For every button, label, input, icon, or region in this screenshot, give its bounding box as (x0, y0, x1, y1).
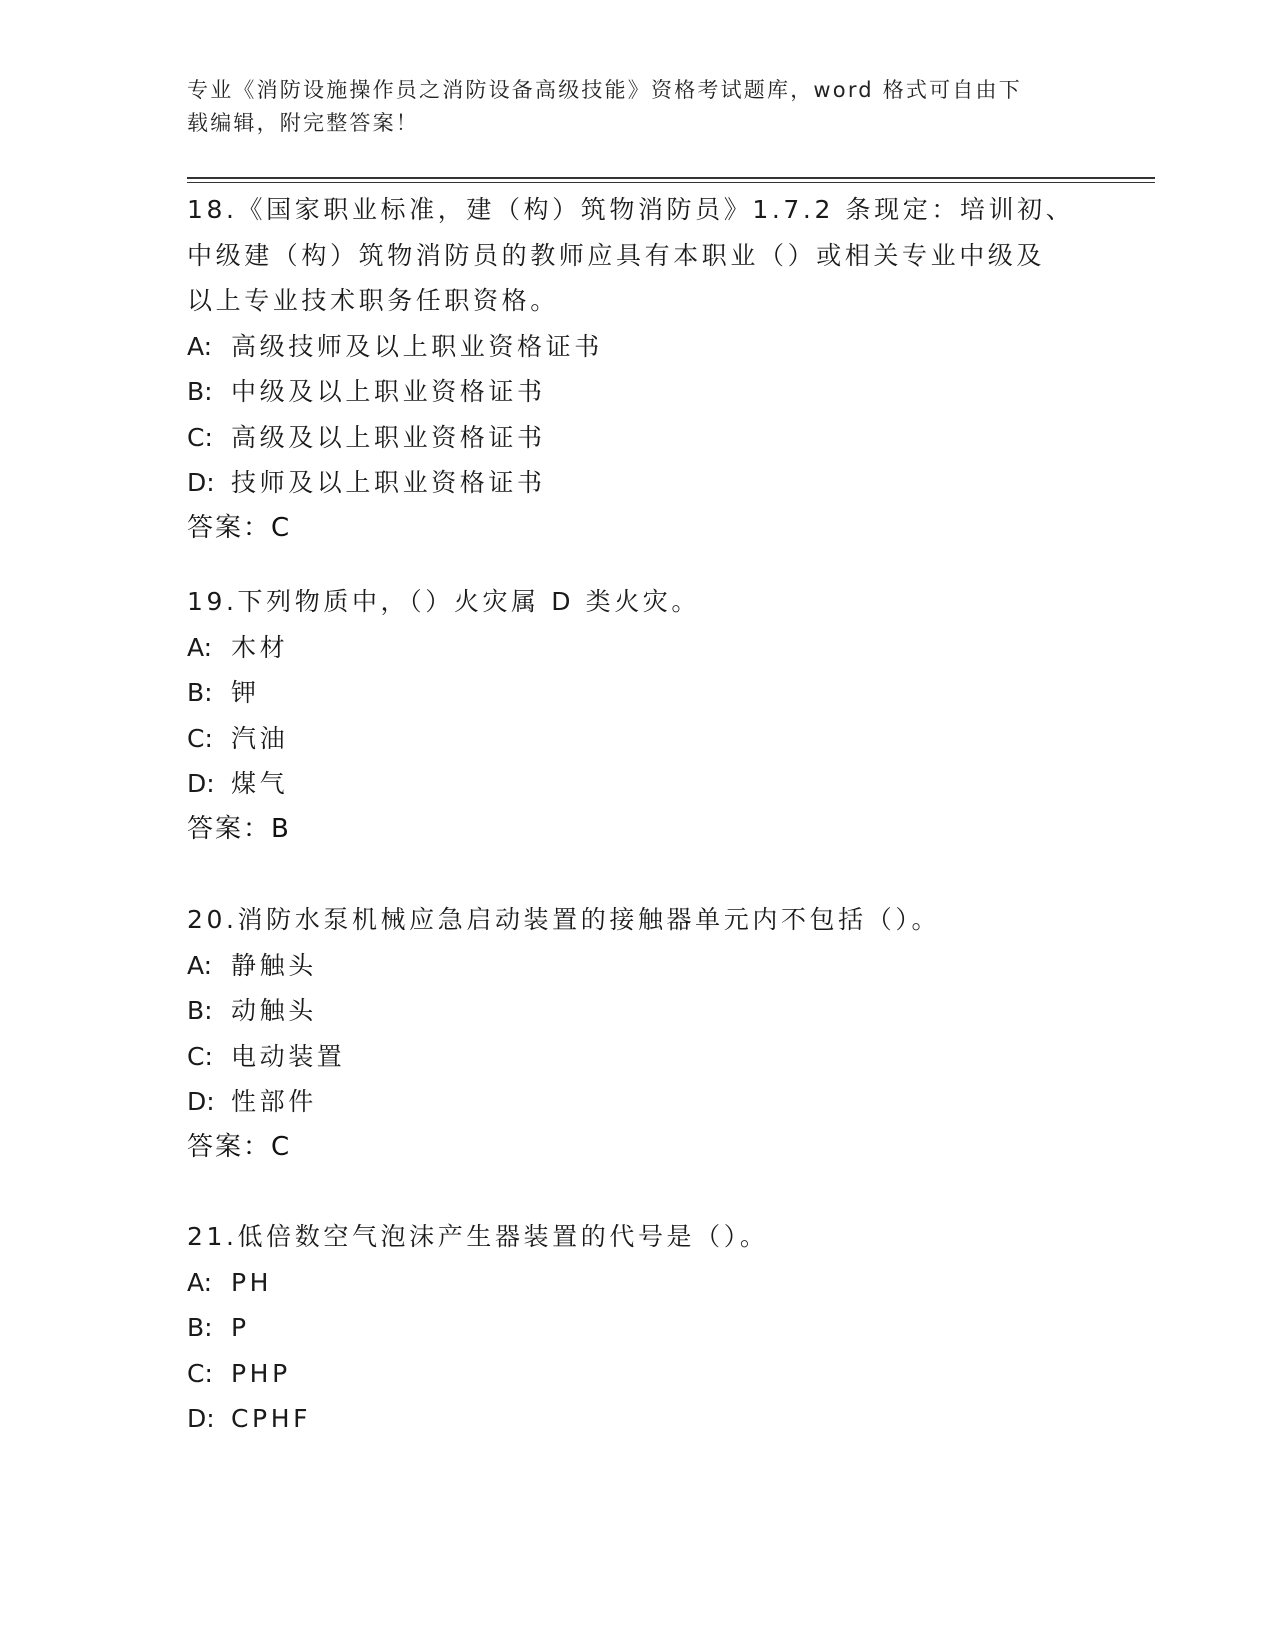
option-text: 钾 (231, 678, 260, 707)
option-label: B: (187, 377, 213, 406)
question-18 (187, 187, 1087, 551)
option-label: B: (187, 1313, 213, 1342)
option-text: PHP (231, 1358, 291, 1388)
option-d (187, 1396, 1087, 1442)
option-label: C: (187, 1041, 213, 1071)
header-divider-thin (187, 182, 1155, 183)
question-20 (187, 897, 1087, 1170)
option-label: D: (187, 1087, 215, 1116)
option-text: 高级技师及以上职业资格证书 (231, 331, 603, 361)
header-divider-thick (187, 177, 1155, 179)
option-text: 技师及以上职业资格证书 (231, 468, 546, 497)
option-text: 高级及以上职业资格证书 (231, 422, 546, 452)
option-a (187, 324, 1087, 370)
option-label: A: (187, 331, 213, 361)
option-text: 中级及以上职业资格证书 (231, 377, 546, 406)
option-text: 木材 (231, 632, 289, 662)
option-text: CPHF (231, 1404, 312, 1433)
option-label: D: (187, 769, 215, 798)
option-c (187, 415, 1087, 461)
document-header (187, 74, 1087, 140)
option-text: P (231, 1313, 250, 1342)
option-a (187, 625, 1087, 671)
question-21 (187, 1214, 1087, 1442)
option-text: 动触头 (231, 996, 317, 1025)
option-label: C: (187, 723, 213, 753)
option-c (187, 716, 1087, 762)
option-b (187, 988, 1087, 1034)
option-text: 电动装置 (231, 1041, 346, 1071)
option-b (187, 369, 1087, 415)
option-b (187, 1305, 1087, 1351)
option-c (187, 1351, 1087, 1397)
option-text: 汽油 (231, 723, 289, 753)
option-label: A: (187, 632, 213, 662)
option-d (187, 761, 1087, 807)
header-line-2: 载编辑，附完整答案！ (187, 111, 419, 135)
option-text: PH (231, 1267, 273, 1297)
option-c (187, 1034, 1087, 1080)
option-label: D: (187, 468, 215, 497)
option-text: 性部件 (231, 1087, 317, 1116)
option-label: B: (187, 678, 213, 707)
option-b (187, 670, 1087, 716)
answer-line: 答案：B (187, 813, 291, 844)
option-text: 煤气 (231, 769, 289, 798)
header-line-1: 专业《消防设施操作员之消防设备高级技能》资格考试题库，word 格式可自由下 (187, 78, 1022, 102)
option-a (187, 943, 1087, 989)
question-stem-line: 19.下列物质中，（）火灾属 D 类火灾。 (187, 587, 701, 616)
question-stem-line: 中级建（构）筑物消防员的教师应具有本职业（）或相关专业中级及 (187, 240, 1046, 270)
option-text: 静触头 (231, 950, 317, 980)
option-d (187, 460, 1087, 506)
option-a (187, 1260, 1087, 1306)
option-label: A: (187, 1267, 213, 1297)
option-label: D: (187, 1404, 215, 1433)
question-19 (187, 579, 1087, 852)
answer-line: 答案：C (187, 1131, 292, 1162)
answer-line: 答案：C (187, 512, 292, 543)
option-label: B: (187, 996, 213, 1025)
option-label: A: (187, 950, 213, 980)
option-label: C: (187, 422, 213, 452)
option-d (187, 1079, 1087, 1125)
question-stem-line: 20.消防水泵机械应急启动装置的接触器单元内不包括（）。 (187, 905, 941, 934)
question-stem-line: 21.低倍数空气泡沫产生器装置的代号是（）。 (187, 1222, 769, 1251)
option-label: C: (187, 1358, 213, 1388)
question-stem-line: 以上专业技术职务任职资格。 (187, 286, 559, 315)
question-stem-line: 18.《国家职业标准，建（构）筑物消防员》1.7.2 条现定：培训初、 (187, 195, 1075, 224)
